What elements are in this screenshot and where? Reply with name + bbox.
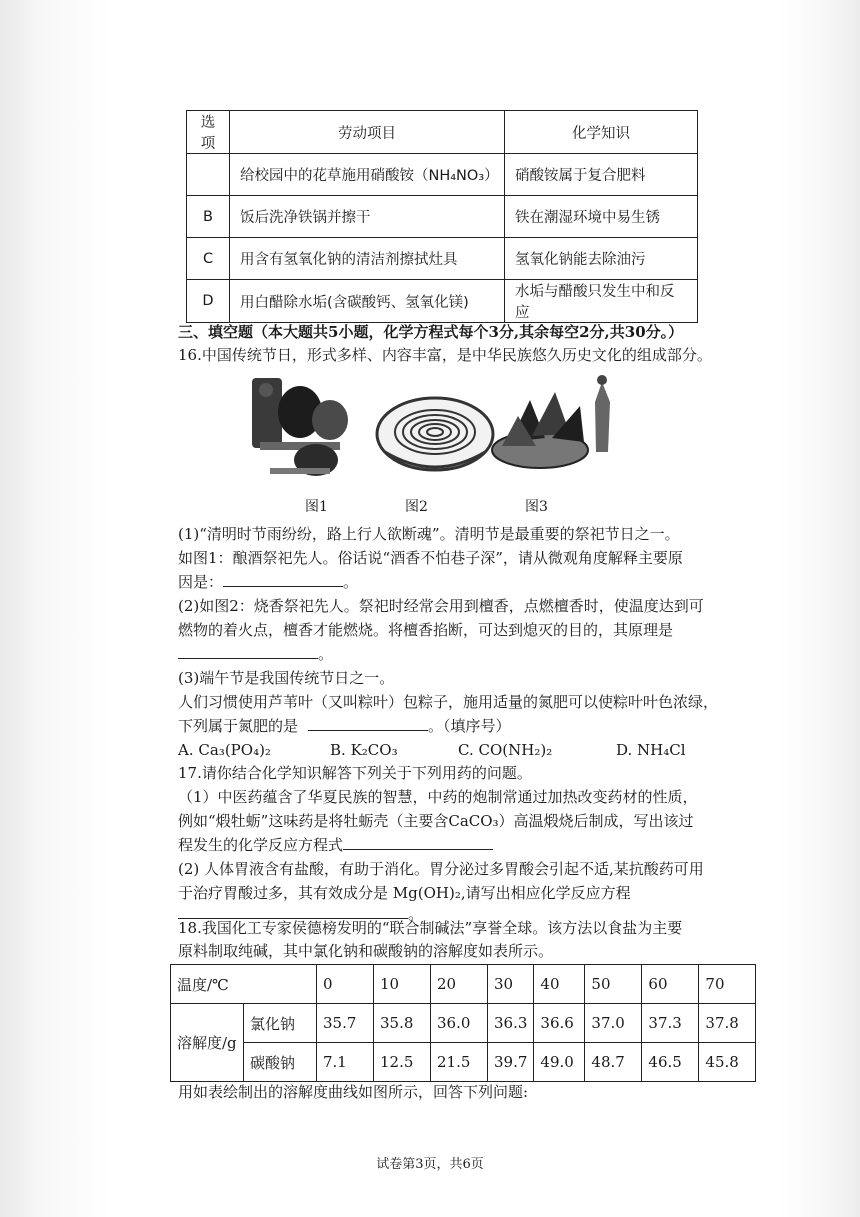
q16-part1-line3: 因是： 。 (178, 573, 359, 591)
q16-part3-line3 (178, 716, 511, 736)
row-project: 给校园中的花草施用硝酸铵（NH₄NO₃） (230, 154, 505, 196)
solubility-table (170, 964, 756, 1082)
temp-cell: 10 (374, 965, 431, 1004)
table-row (187, 154, 698, 196)
section-heading: 三、填空题（本大题共5小题，化学方程式每个3分,其余每空2分,共30分。） (178, 323, 684, 341)
header-project: 劳动项目 (230, 111, 505, 154)
figure-3-caption: 图3 (525, 499, 548, 515)
q16-part2-line1: (2)如图2：烧香祭祀先人。祭祀时经常会用到檀香，点燃檀香时，使温度达到可 (178, 597, 704, 615)
value-cell: 35.8 (374, 1004, 431, 1043)
temp-header: 温度/℃ (171, 965, 317, 1004)
answer-blank[interactable] (178, 904, 408, 919)
temp-cell: 30 (488, 965, 534, 1004)
q16-part2-line2: 燃物的着火点，檀香才能燃烧。将檀香掐断，可达到熄灭的目的，其原理是 (178, 621, 674, 639)
table-row (187, 238, 698, 280)
q16-part3-prefix: 下列属于氮肥的是 (178, 717, 299, 735)
q16-part3-suffix: 。（填序号） (428, 717, 511, 735)
figure-2-image (377, 398, 493, 470)
q17-part1-line3 (178, 835, 493, 855)
option-table (186, 110, 698, 323)
q17-part2-line1: (2) 人体胃液含有盐酸，有助于消化。胃分泌过多胃酸会引起不适,某抗酸药可用 (178, 860, 704, 878)
choice-a-formula: Ca₃(PO₄)₂ (198, 741, 271, 759)
choice-c-formula: CO(NH₂)₂ (478, 741, 553, 759)
value-cell: 49.0 (534, 1043, 585, 1082)
value-cell: 36.3 (488, 1004, 534, 1043)
value-cell: 21.5 (431, 1043, 488, 1082)
table-row (171, 1043, 756, 1082)
figure-1-image (252, 378, 348, 476)
q16-part1-line2: 如图1：酿酒祭祀先人。俗话说“酒香不怕巷子深”，请从微观角度解释主要原 (178, 549, 683, 567)
q16-part1-prefix: 因是： (178, 573, 224, 591)
choice-b-formula: K₂CO₃ (350, 741, 398, 759)
answer-blank[interactable] (308, 716, 428, 731)
substance-name: 氯化钠 (244, 1004, 317, 1043)
row-project: 用白醋除水垢(含碳酸钙、氢氧化镁) (230, 280, 505, 323)
table-row (171, 1004, 756, 1043)
value-cell: 39.7 (488, 1043, 534, 1082)
q16-part3-line2: 人们习惯使用芦苇叶（又叫粽叶）包粽子，施用适量的氮肥可以使粽叶叶色浓绿， (178, 693, 719, 711)
answer-blank[interactable] (343, 835, 493, 850)
q18-after-table: 用如表绘制出的溶解度曲线如图所示，回答下列问题: (178, 1083, 529, 1101)
choice-d-label: D. (616, 741, 633, 759)
q17-stem: 17.请你结合化学知识解答下列关于下列用药的问题。 (178, 764, 532, 782)
figure-1-caption: 图1 (305, 499, 328, 515)
page-footer: 试卷第3页，共6页 (376, 1157, 484, 1172)
table-row (187, 280, 698, 323)
temp-cell: 60 (642, 965, 699, 1004)
choice-b-label: B. (330, 741, 346, 759)
q16-choices (178, 740, 271, 760)
q16-part1-line1: (1)“清明时节雨纷纷，路上行人欲断魂”。清明节是最重要的祭祀节日之一。 (178, 525, 680, 543)
value-cell: 37.0 (585, 1004, 642, 1043)
temp-row (171, 965, 756, 1004)
figure-strip (240, 372, 640, 492)
figure-2-caption: 图2 (405, 499, 428, 515)
row-knowledge: 硝酸铵属于复合肥料 (505, 154, 698, 196)
row-knowledge: 水垢与醋酸只发生中和反应 (505, 280, 698, 323)
q17-part1-prefix: 程发生的化学反应方程式 (178, 836, 344, 854)
value-cell: 48.7 (585, 1043, 642, 1082)
table-row (187, 196, 698, 238)
row-option: C (187, 238, 230, 280)
row-knowledge: 铁在潮湿环境中易生锈 (505, 196, 698, 238)
value-cell: 46.5 (642, 1043, 699, 1082)
figure-3-image (492, 375, 610, 468)
choice-a-label: A. (178, 741, 194, 759)
table-header-row (187, 111, 698, 154)
temp-cell: 0 (317, 965, 374, 1004)
value-cell: 37.3 (642, 1004, 699, 1043)
q17-part1-line2: 例如“煅牡蛎”这味药是将牡蛎壳（主要含CaCO₃）高温煅烧后制成，写出该过 (178, 812, 694, 830)
q17-part2-line2: 于治疗胃酸过多，其有效成分是 Mg(OH)₂,请写出相应化学反应方程 (178, 884, 631, 902)
value-cell: 36.0 (431, 1004, 488, 1043)
row-option: B (187, 196, 230, 238)
value-cell: 7.1 (317, 1043, 374, 1082)
q16-part3-line1: (3)端午节是我国传统节日之一。 (178, 669, 395, 687)
row-project: 饭后洗净铁锅并擦干 (230, 196, 505, 238)
header-option: 选项 (187, 111, 230, 154)
q16-part2-line3: 。 (178, 644, 333, 664)
value-cell: 45.8 (699, 1043, 756, 1082)
value-cell: 12.5 (374, 1043, 431, 1082)
answer-blank[interactable] (178, 644, 318, 659)
temp-cell: 70 (699, 965, 756, 1004)
temp-cell: 40 (534, 965, 585, 1004)
answer-blank[interactable] (223, 572, 343, 587)
substance-name: 碳酸钠 (244, 1043, 317, 1082)
choice-c-label: C. (458, 741, 474, 759)
header-knowledge: 化学知识 (505, 111, 698, 154)
solubility-label: 溶解度/g (171, 1004, 244, 1082)
q18-stem-line2: 原料制取纯碱，其中氯化钠和碳酸钠的溶解度如表所示。 (178, 942, 554, 960)
temp-cell: 50 (585, 965, 642, 1004)
value-cell: 35.7 (317, 1004, 374, 1043)
temp-cell: 20 (431, 965, 488, 1004)
row-option: D (187, 280, 230, 323)
q18-stem-line1: 18.我国化工专家侯德榜发明的“联合制碱法”享誉全球。该方法以食盐为主要 (178, 919, 683, 937)
row-knowledge: 氢氧化钠能去除油污 (505, 238, 698, 280)
festival-illustrations (240, 372, 640, 492)
choice-d-formula: NH₄Cl (637, 741, 686, 759)
value-cell: 36.6 (534, 1004, 585, 1043)
q17-part1-line1: （1）中医药蕴含了华夏民族的智慧，中药的炮制常通过加热改变药材的性质， (178, 788, 698, 806)
value-cell: 37.8 (699, 1004, 756, 1043)
row-project: 用含有氢氧化钠的清洁剂擦拭灶具 (230, 238, 505, 280)
row-option (187, 154, 230, 196)
q17-part2-line3: 。 (178, 904, 423, 924)
q16-stem: 16.中国传统节日，形式多样、内容丰富，是中华民族悠久历史文化的组成部分。 (178, 346, 712, 364)
